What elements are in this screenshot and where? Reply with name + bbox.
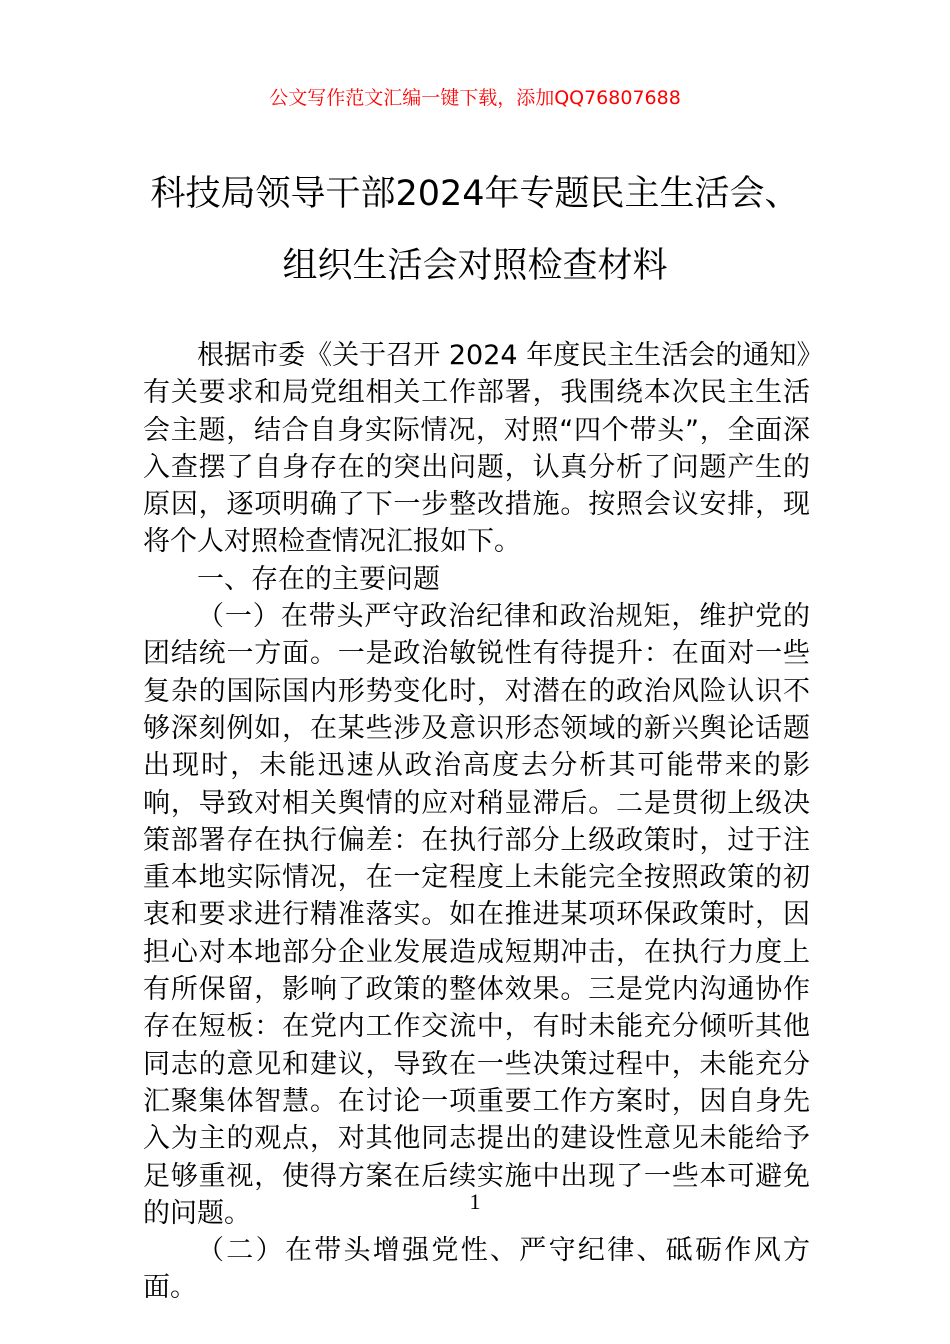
section-heading: 一、存在的主要问题 [197,563,440,595]
document-body [143,337,810,1307]
intro-paragraph: 根据市委《关于召开 2024 年度民主生活会的通知》有关要求和局党组相关工作部署，我围绕本次民主生活会主题，结合自身实际情况，对照“四个带头”，全面深入查摆了自身存在的突出问题，认真分析了问题产生的原因，逐项明确了下一步整改措施。按照会议安排，现将个人对照检查情况汇报如下。 [143,340,810,558]
page-number: 1 [469,1189,481,1214]
document-title-line-2: 组织生活会对照检查材料 [282,246,668,286]
body-paragraph: （一）在带头严守政治纪律和政治规矩，维护党的团结统一方面。一是政治敏锐性有待提升：在面对一些复杂的国际国内形势变化时，对潜在的政治风险认识不够深刻例如，在某些涉及意识形态领域的新兴舆论话题出现时，未能迅速从政治高度去分析其可能带来的影响，导致对相关舆情的应对稍显滞后。二是贯彻上级决策部署存在执行偏差：在执行部分上级政策时，过于注重本地实际情况，在一定程度上未能完全按照政策的初衷和要求进行精准落实。如在推进某项环保政策时，因担心对本地部分企业发展造成短期冲击，在执行力度上有所保留，影响了政策的整体效果。三是党内沟通协作存在短板：在党内工作交流中，有时未能充分倾听其他同志的意见和建议，导致在一些决策过程中，未能充分汇聚集体智慧。在讨论一项重要工作方案时，因自身先入为主的观点，对其他同志提出的建设性意见未能给予足够重视，使得方案在后续实施中出现了一些本可避免的问题。 [143,601,810,1229]
body-paragraph: （二）在带头增强党性、严守纪律、砥砺作风方面。 [143,1235,810,1304]
document-title-line-1: 科技局领导干部2024年专题民主生活会、 [150,174,800,214]
watermark-text: 公文写作范文汇编一键下载，添加QQ76807688 [269,87,681,109]
